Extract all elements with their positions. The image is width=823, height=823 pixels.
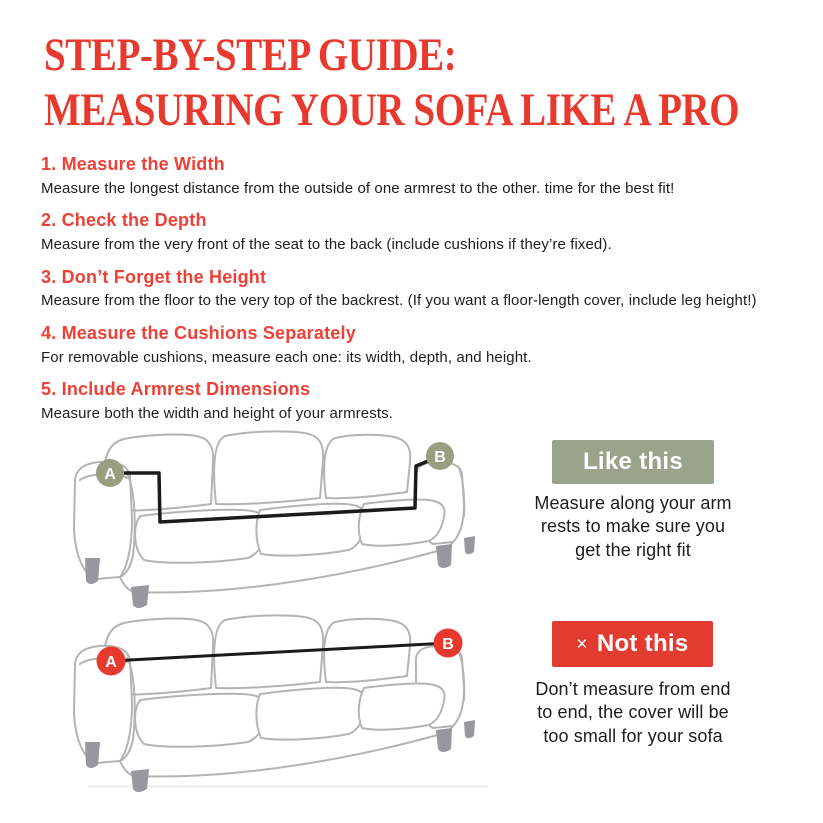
title-line-2: MEASURING YOUR SOFA LIKE A PRO	[44, 83, 740, 136]
marker-b-label: B	[434, 449, 446, 466]
step-1-heading: 1. Measure the Width	[41, 154, 225, 174]
step-1-body: Measure the longest distance from the outside of one armrest to the other. time for the best fit!	[41, 179, 675, 197]
not-this-caption	[503, 678, 763, 748]
step-2	[41, 210, 803, 254]
sofa-illustration	[74, 431, 475, 608]
marker-b	[434, 629, 463, 658]
x-icon: ×	[576, 634, 588, 655]
marker-a	[97, 647, 126, 676]
marker-a-label: A	[105, 654, 117, 671]
marker-a-label: A	[104, 466, 116, 483]
step-4-heading: 4. Measure the Cushions Separately	[41, 323, 356, 344]
sofa-illustration	[74, 615, 475, 792]
step-5-heading: 5. Include Armrest Dimensions	[41, 379, 311, 400]
step-2-body: Measure from the very front of the seat to the back (include cushions if they’re fixed).	[41, 235, 612, 253]
not-caption-line-2: to end, the cover will be	[537, 702, 729, 723]
sofa-diagram-correct	[28, 424, 528, 614]
sofa-diagram-incorrect	[28, 608, 528, 798]
step-3-heading: 3. Don’t Forget the Height	[41, 266, 267, 287]
not-caption-line-1: Don’t measure from end	[535, 679, 731, 699]
steps-list	[41, 154, 803, 436]
step-4-body: For removable cushions, measure each one: its width, depth, and height.	[41, 348, 532, 366]
sofa-ground-shadow	[88, 785, 488, 788]
like-this-badge	[552, 440, 714, 484]
step-5	[41, 379, 803, 423]
step-3-body: Measure from the floor to the very top of the backrest. (If you want a floor-length cover, include leg height!)	[41, 292, 757, 310]
like-caption-line-1: Measure along your arm	[534, 493, 732, 513]
step-1	[41, 154, 803, 198]
marker-a	[96, 459, 124, 487]
step-2-heading: 2. Check the Depth	[41, 210, 207, 231]
step-5-body: Measure both the width and height of your armrests.	[41, 404, 393, 422]
not-caption-line-3: too small for your sofa	[543, 725, 723, 746]
title-line-1: STEP-BY-STEP GUIDE:	[44, 29, 457, 81]
page-title	[44, 28, 739, 137]
step-4	[41, 323, 803, 367]
not-this-badge	[552, 621, 713, 667]
like-caption-line-2: rests to make sure you	[540, 516, 726, 537]
marker-b	[426, 442, 454, 470]
step-3	[41, 267, 803, 311]
like-this-caption	[503, 492, 763, 562]
marker-b-label: B	[442, 636, 454, 653]
like-this-label: Like this	[582, 448, 684, 475]
like-caption-line-3: get the right fit	[575, 539, 691, 560]
not-this-label: Not this	[596, 630, 689, 657]
